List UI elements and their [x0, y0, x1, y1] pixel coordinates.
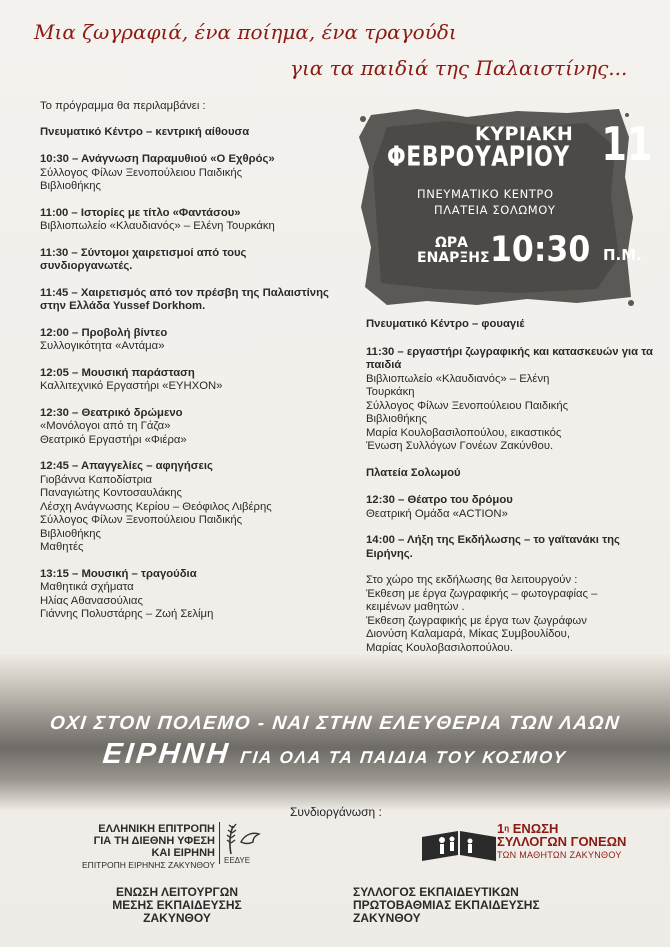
program-item-detail: Βιβλιοθήκης	[40, 180, 101, 192]
exhibition-line: Έκθεση με έργα ζωγραφικής – φωτογραφίας –	[366, 587, 598, 600]
program-item-detail: Σύλλογος Φίλων Ξενοπούλειου Παιδικής	[40, 514, 243, 526]
parents-union-book-icon	[420, 825, 500, 865]
program-list	[40, 153, 340, 622]
program-item-heading: 11:45 – Χαιρετισμός από τον πρέσβη της Παλαιστίνης στην Ελλάδα Yussef Dorkhom.	[40, 286, 329, 312]
program-item-detail: Βιβλιοθήκης	[366, 413, 427, 425]
program-item	[40, 327, 340, 354]
program-item-heading: 12:30 – Θεατρικό δρώμενο	[40, 406, 183, 419]
program-list-square	[366, 494, 656, 561]
eedye-line-3: ΚΑΙ ΕΙΡΗΝΗ	[151, 847, 215, 859]
slogan-line-2	[0, 738, 670, 771]
program-item-detail: Μαρία Κουλοβασιλοπούλου, εικαστικός	[366, 426, 562, 439]
program-left-column	[40, 100, 340, 635]
program-item-detail: Τουρκάκη	[366, 386, 415, 398]
elme-line-1: ΕΝΩΣΗ ΛΕΙΤΟΥΡΓΩΝ	[115, 885, 238, 899]
program-item-detail: Σύλλογος Φίλων Ξενοπούλειου Παιδικής	[366, 399, 569, 412]
program-item-detail: Βιβλιοθήκης	[40, 527, 101, 540]
primary-line-2: ΠΡΩΤΟΒΑΘΜΙΑΣ ΕΚΠΑΙΔΕΥΣΗΣ	[353, 898, 540, 912]
program-list-foyer	[366, 346, 656, 454]
program-item-detail: Συλλογικότητα «Αντάμα»	[40, 340, 165, 352]
program-item-heading: 14:00 – Λήξη της Εκδήλωσης – το γαϊτανάκι της Ειρήνης.	[366, 534, 620, 560]
slogan-peace: ΕΙΡΗΝΗ	[101, 738, 233, 770]
parents-union-number: 1	[497, 821, 505, 836]
program-intro: Το πρόγραμμα θα περιλαμβάνει :	[40, 100, 206, 112]
elme-line-3: ΖΑΚΥΝΘΟΥ	[143, 911, 211, 925]
eedye-subtitle: ΕΠΙΤΡΟΠΗ ΕΙΡΗΝΗΣ ΖΑΚΥΝΘΟΥ	[82, 860, 215, 870]
eedye-line-1: ΕΛΛΗΝΙΚΗ ΕΠΙΤΡΟΠΗ	[98, 823, 215, 835]
program-item-detail: Παναγιώτης Κοντοσαυλάκης	[40, 487, 182, 499]
coorganizers-label: Συνδιοργάνωση :	[290, 805, 382, 819]
primary-teachers-union	[353, 886, 583, 925]
program-item	[40, 287, 340, 314]
divider	[219, 822, 220, 864]
program-item-detail: Ηλίας Αθανασούλιας	[40, 594, 143, 607]
eedye-logo-text: ΕΕΔΥΕ	[224, 856, 251, 865]
secondary-teachers-union	[92, 886, 262, 925]
title-line-2: για τα παιδιά της Παλαιστίνης...	[290, 56, 628, 80]
program-item-detail: Καλλιτεχνικό Εργαστήρι «ΕΥΗΧΟΝ»	[40, 380, 223, 392]
program-item	[40, 407, 340, 448]
program-item-detail: Θεατρική Ομάδα «ACTION»	[366, 507, 508, 520]
slogan-rest: ΓΙΑ ΟΛΑ ΤΑ ΠΑΙΔΙΑ ΤΟΥ ΚΟΣΜΟΥ	[239, 748, 568, 767]
program-item-detail: Βιβλιοπωλείο «Κλαυδιανός» – Ελένη Τουρκάκη	[40, 220, 275, 232]
program-item-detail: Βιβλιοπωλείο «Κλαυδιανός» – Ελένη	[366, 372, 550, 385]
program-item-detail: Γιάννης Πολυστάρης – Ζωή Σελίμη	[40, 608, 214, 620]
exhibition-info	[366, 574, 656, 655]
program-item-heading: 13:15 – Μουσική – τραγούδια	[40, 567, 197, 580]
program-item	[366, 494, 656, 521]
program-item	[40, 247, 340, 274]
program-item-heading: 12:30 – Θέατρο του δρόμου	[366, 494, 513, 506]
program-item	[40, 153, 340, 194]
exhibition-line: Διονύση Καλαμαρά, Μίκας Συμβουλίδου,	[366, 628, 570, 640]
parents-union-org	[497, 822, 626, 862]
program-item-detail: Λέσχη Ανάγνωσης Κερίου – Θεόφιλος Λιβέρης	[40, 500, 272, 513]
venue-main-hall: Πνευματικό Κέντρο – κεντρική αίθουσα	[40, 125, 250, 138]
venue-foyer: Πνευματικό Κέντρο – φουαγιέ	[366, 318, 525, 330]
place-line-2: ΠΛΑΤΕΙΑ ΣΟΛΩΜΟΥ	[434, 203, 556, 217]
program-item-heading: 12:45 – Απαγγελίες – αφηγήσεις	[40, 460, 213, 472]
program-item-detail: Θεατρικό Εργαστήρι «Φιέρα»	[40, 433, 187, 446]
program-item	[40, 460, 340, 555]
program-item-detail: Ένωση Συλλόγων Γονέων Ζακύνθου.	[366, 440, 554, 452]
venue-square: Πλατεία Σολωμού	[366, 466, 461, 479]
program-item-heading: 10:30 – Ανάγνωση Παραμυθιού «Ο Εχθρός»	[40, 153, 275, 165]
program-item	[366, 346, 656, 454]
program-item-heading: 11:30 – εργαστήρι ζωγραφικής και κατασκευών για τα παιδιά	[366, 345, 653, 371]
exhibition-line: κειμένων μαθητών .	[366, 601, 465, 613]
eedye-line-2: ΓΙΑ ΤΗ ΔΙΕΘΝΗ ΥΦΕΣΗ	[93, 835, 215, 847]
parents-union-subtitle: ΤΩΝ ΜΑΘΗΤΩΝ ΖΑΚΥΝΘΟΥ	[497, 850, 622, 860]
program-item	[366, 534, 656, 561]
program-item-heading: 12:00 – Προβολή βίντεο	[40, 326, 168, 339]
elme-line-2: ΜΕΣΗΣ ΕΚΠΑΙΔΕΥΣΗΣ	[112, 898, 242, 912]
program-item-detail: Μαθητικά σχήματα	[40, 581, 134, 593]
exhibition-line: Μαρίας Κουλοβασιλοπούλου.	[366, 641, 513, 654]
primary-line-3: ΖΑΚΥΝΘΟΥ	[353, 911, 421, 925]
primary-line-1: ΣΥΛΛΟΓΟΣ ΕΚΠΑΙΔΕΥΤΙΚΩΝ	[353, 885, 519, 899]
date-number: 11	[601, 117, 653, 171]
exhibition-line: Στο χώρο της εκδήλωσης θα λειτουργούν :	[366, 574, 578, 586]
program-item	[40, 367, 340, 394]
parents-union-line-1: ΕΝΩΣΗ	[512, 821, 559, 836]
time-label-2: ΕΝΑΡΞΗΣ	[417, 250, 490, 266]
date-day: ΚΥΡΙΑΚΗ	[475, 123, 574, 145]
program-item-detail: Γιοβάννα Καποδίστρια	[40, 473, 153, 486]
program-item-detail: «Μονόλογοι από τη Γάζα»	[40, 420, 171, 432]
exhibition-line: Έκθεση ζωγραφικής με έργα των ζωγράφων	[366, 614, 587, 627]
date-splash	[357, 107, 653, 307]
program-item-detail: Μαθητές	[40, 541, 84, 553]
date-month: ΦΕΒΡΟΥΑΡΙΟΥ	[387, 141, 570, 174]
eedye-org	[40, 823, 215, 871]
time-label-1: ΩΡΑ	[435, 235, 468, 251]
start-time: 10:30	[490, 230, 591, 270]
program-item	[40, 207, 340, 234]
program-item	[40, 568, 340, 622]
parents-union-sup: η	[504, 824, 510, 833]
program-right-column	[366, 318, 656, 655]
program-item-heading: 11:00 – Ιστορίες με τίτλο «Φαντάσου»	[40, 206, 241, 219]
parents-union-line-2: ΣΥΛΛΟΓΩΝ ΓΟΝΕΩΝ	[497, 834, 627, 849]
time-ampm: Π.Μ.	[603, 246, 642, 264]
place-line-1: ΠΝΕΥΜΑΤΙΚΟ ΚΕΝΤΡΟ	[417, 187, 554, 201]
title-line-1: Μια ζωγραφιά, ένα ποίημα, ένα τραγούδι	[34, 20, 457, 44]
program-item-detail: Σύλλογος Φίλων Ξενοπούλειου Παιδικής	[40, 166, 243, 179]
program-item-heading: 12:05 – Μουσική παράσταση	[40, 366, 195, 379]
slogan-line-1: ΟΧΙ ΣΤΟΝ ΠΟΛΕΜΟ - ΝΑΙ ΣΤΗΝ ΕΛΕΥΘΕΡΙΑ ΤΩΝ ΛΑΩΝ	[48, 713, 622, 734]
program-item-heading: 11:30 – Σύντομοι χαιρετισμοί από τους συνδιοργανωτές.	[40, 246, 247, 272]
